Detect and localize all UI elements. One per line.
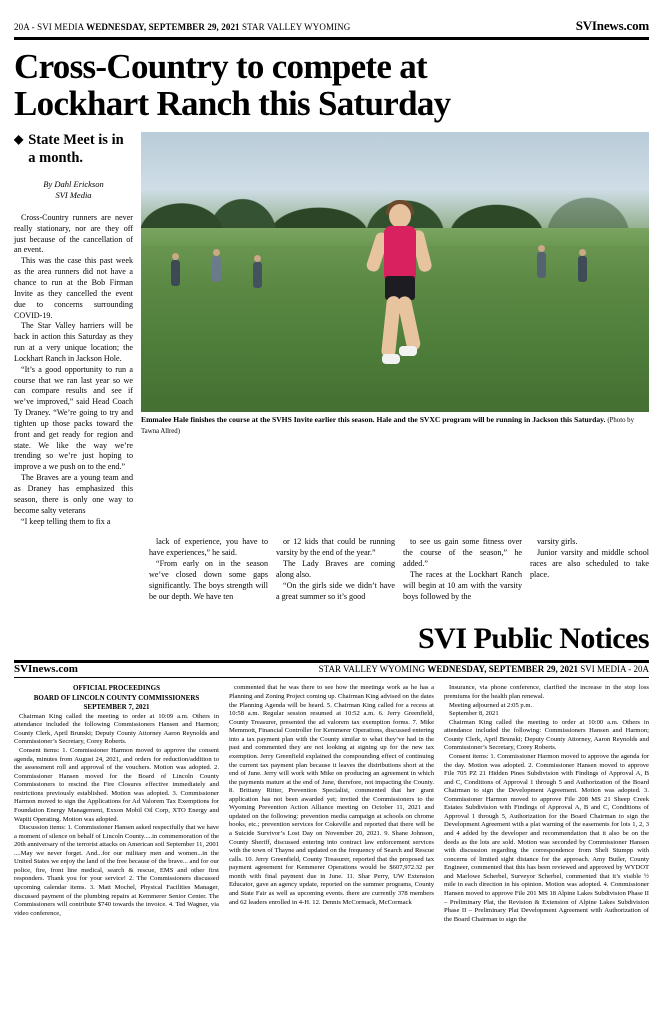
paragraph: commented that he was there to see how the meetings work as he has a Planning and Zoning Project coming up. Chairman King advised on the dates the Planning Agenda will be heard. 5. Chairman King called for a recess at 10:58 a.m. Regular session resumed at 10:52 a.m. 6. Jerry Greenfield, County Treasurer, presented the ad valorem tax exemption forms. 7. Mike Memmott, Financial Controller for Kemmerer Operations, discussed entering into a tax payment plan with the County similar to what they’ve had in the past and commented they are not looking at signing up for the new tax exemption. Jerry Greenfield explained the compounding effect of continuing the current tax payment plan because it leaves the distributions short at the end of June. Jerry will work with Mike on producing an agreement in which the payments mature at the end of June, therefore, not impacting the County. 8. Brittany Ritter, Prevention Specialist, commented that her grant application has not been awarded yet; invited the Commissioners to the Wyoming Prevention Action Alliance meeting on October 11, 2021 and updated on the following: prevention media campaign at schools on chrome books, etc.; prevention services for Cokeville and reported that there will be a Suicide Survivor’s Lost Day on November 20, 2021. 9. Shane Johnson, County Sheriff, discussed entering into contract law enforcement services with the town of Thayne and updated on the frequency of Search and Rescue calls. 10. Jerry Greenfield, County Treasurer, reported that the proposed tax payment agreement for Kemmerer Operations would be $607,972.32 per month with final payment due in June. 11. Shar Perry, UW Extension Educator, gave an agency update, reported on the summer programs, County and State Fair as well as upcoming events. there are currently 378 members and 62 leaders enrolled in 4-H. 12. Dennis McCormack, McCormack [229, 684, 434, 906]
page-folio: 20A - SVI MEDIA [14, 22, 84, 32]
headline-line-1: Cross-Country to compete at [14, 47, 428, 86]
paragraph: Meeting adjourned at 2:05 p.m. [449, 701, 533, 709]
byline-author: By Dahl Erickson [43, 178, 104, 189]
public-notices-title: SVI Public Notices [418, 622, 649, 656]
masthead-divider [14, 37, 649, 40]
paragraph: to see us gain some fitness over the course of the season,” he added.” [403, 537, 522, 569]
paragraph: The Braves are a young team and as Draney has emphasized this season, there is only one way to become salty veterans [14, 473, 133, 515]
paragraph: varsity girls. [537, 537, 578, 547]
story-upper [14, 132, 649, 527]
photo-credit: (Photo by Tawna Allred) [141, 417, 634, 436]
background-runner [537, 252, 546, 278]
story-column-5 [530, 537, 649, 602]
byline-outlet: SVI Media [55, 190, 92, 201]
story-column-1 [14, 132, 141, 527]
paragraph: Consent items: 1. Commissioner Harmon moved to approve the consent agenda, minutes from August 24, 2021, and orders for reduction/addition to the assessment roll and approval of the vouchers. Motion was adopted. 2. Commissioner Hansen moved for the Board of Lincoln County Commissioners to rescind the Fire Closures effective immediately and restrictions previously established. Motion was adopted. 3. Commissioner Harmon moved to sign the Applications for Ad Valorem Tax Exemptions for Foundation Energy Management, Exxon Mobil Oil Corp, XTO Energy and Wapiti Operating. Motion was adopted. [14, 747, 219, 823]
paragraph: This was the case this past week as the area runners did not have a chance to run at the Bob Firman Invite as they cancelled the event due to concerns surrounding COVID-19. [14, 256, 133, 320]
paragraph: or 12 kids that could be running varsity by the end of the year.” [276, 537, 395, 558]
story-deck [14, 132, 133, 167]
paragraph: September 8, 2021 [449, 710, 499, 718]
story-column-4 [403, 537, 522, 602]
runner-leg-right [396, 295, 421, 352]
folio-location: STAR VALLEY WYOMING [318, 664, 426, 675]
folio-date: WEDNESDAY, SEPTEMBER 29, 2021 [427, 664, 578, 675]
background-runner [212, 256, 221, 282]
notice-column-2 [229, 684, 434, 924]
runner-head [389, 204, 411, 228]
story-column-2 [149, 537, 268, 602]
notice-heading-line-1: OFFICIAL PROCEEDINGS [73, 684, 160, 693]
public-notices-folio [14, 663, 649, 675]
notice-heading-line-2: BOARD OF LINCOLN COUNTY COMMISSIONERS [33, 693, 200, 702]
paragraph: The Star Valley harriers will be back in action this Saturday as they run at a very unique location; the Lockhart Ranch in Jackson Hole. [14, 321, 133, 363]
masthead-left [14, 22, 350, 32]
runner-jersey [384, 226, 416, 280]
story-body-1 [14, 213, 133, 527]
issue-date: WEDNESDAY, SEPTEMBER 29, 2021 [86, 22, 240, 32]
paragraph: Consent items: 1. Commissioner Harmon moved to approve the agenda for the day. Motion was adopted. 2. Commissioner Hansen moved to approve File 705 PZ 21 Hidden Pines Subdivision with Findings of Approval A, B and C, Conditions of Approval 1 through 5 and Authorization of the Board Chairman to sign the Development Agreement. Motion was adopted. 3. Commissioner Harmon moved to approve File 208 MS 21 Sheep Creek Estates Subdivision with Findings of Approval A, B and C, Conditions of Approval 1 through 5, Authorization for the Board Chairman to sign the Development Agreement with a plat warning of the easements for lots 1, 2, 3 and 4 added by the developer and recommendation that it also be on the deeds as the lots are sold. Motion was seconded by Commissioner Hansen with discussion regarding the correspondence from Sheli Stumpp with concerns of limited sight distance for the approach. Amy Butler, County Engineer, commented that this has been reviewed and approved by WYDOT and Marlowe Scherbel, Surveyor Scherbel, commented that it’s visible ½ mile in each direction in his opinion. Motion was adopted. 4. Commissioner Hansen moved to approve File 201 MS 18 Alpine Lakes Subdivision Phase II – Preliminary Plat, the Revision & Extension of Alpine Lakes Subdivision Phase II – Preliminary Plat Development Agreement with Authorization of the Board Chairman to sign the [444, 752, 649, 923]
paragraph: Junior varsity and middle school races are also scheduled to take place. [530, 548, 649, 579]
background-runner [253, 262, 262, 288]
paragraph: Cross-Country runners are never really stationary, nor are they off just because of the cancellation of an event. [14, 212, 133, 255]
runner-shoe-right [399, 346, 417, 356]
notice-column-3 [444, 684, 649, 924]
headline-line-2: Lockhart Ranch this Saturday [14, 84, 451, 124]
masthead [0, 0, 663, 37]
cross-country-runner-photo [141, 132, 649, 412]
story-lower [14, 537, 649, 602]
paragraph: Discussion items: 1. Commissioner Hansen asked respectfully that we have a moment of silence on behalf of Lincoln County.....in commemoration of the 20th anniversary of the terrorist attacks on American soil September 11, 2001 ....May we never forget. And...for our military men and women...in the United States we enjoy the land of the free because of the brave... and for our police, fire, front line medical, search & rescue, EMS and other first responders. Thank you for your service! 2. The Commissioners discussed upcoming calendar items. 3. Matt Mochel, Physical Facilities Manager, discussed payment of the plumbing repairs at Kemmerer Senior Center. The Commissioners will contribute $740 towards the invoice. 4. Ted Wagner, via video conference, [14, 824, 219, 917]
website-link[interactable]: SVInews.com [575, 18, 649, 33]
photo-caption [141, 415, 649, 437]
byline [14, 179, 133, 202]
story-column-3 [276, 537, 395, 602]
background-runner [171, 260, 180, 286]
page-title [14, 48, 649, 122]
website-link-footer[interactable]: SVInews.com [14, 663, 78, 676]
public-notices-hairline [14, 677, 649, 678]
paragraph: “It’s a good opportunity to run a course that we ran last year so we can compare results and see if we’ve improved,” said Head Coach Ty Draney. “We’re going to try and tighten up those packs toward the front and get ready for region and state. We like the way we’re trending so we’re just hoping to improve a we push on to the end.” [14, 364, 133, 472]
folio-tail: SVI MEDIA - 20A [580, 664, 649, 675]
story-photo-block [141, 132, 649, 527]
paragraph: “On the girls side we didn’t have a great summer so it’s good [276, 580, 395, 601]
paragraph: Chairman King called the meeting to order at 10:09 a.m. Others in attendance included the following Commissioners Hansen and Harmon; County Clerk, April Brunski; Deputy County Attorney Aaron Reynolds and Commissioner’s Secretary, Corey Roberts. [14, 712, 219, 746]
background-runner [578, 256, 587, 282]
public-notices-body [14, 684, 649, 924]
notice-heading-line-3: SEPTEMBER 7, 2021 [83, 703, 150, 712]
deck-text: State Meet is in a month. [28, 132, 124, 166]
foreground-runner [365, 204, 439, 404]
paragraph: The races at the Lockhart Ranch will begin at 10 am with the varsity boys followed by the [403, 569, 522, 601]
paragraph: The Lady Braves are coming along also. [276, 559, 395, 579]
paragraph: “I keep telling them to fix a [21, 516, 111, 526]
issue-location: STAR VALLEY WYOMING [242, 22, 351, 32]
photo-caption-text: Emmalee Hale finishes the course at the SVHS Invite earlier this season. Hale and the SVXC program will be running in Jackson this Saturday. [141, 415, 606, 425]
diamond-icon: ◆ [14, 132, 24, 147]
paragraph: Insurance, via phone conference, clarified the increase in the stop loss premiums for the health plan renewal. [444, 684, 649, 700]
paragraph: lack of experience, you have to have experiences,” he said. [149, 537, 268, 558]
notice-column-1 [14, 684, 219, 924]
public-notices-folio-right [319, 664, 649, 674]
paragraph: Chairman King called the meeting to order at 10:00 a.m. Others in attendance included the following: Commissioners Hansen and Harmon; County Clerk, April Brunski; Deputy County Attorney, Aaron Reynolds and Commissioner’s Secretary, Corey Roberts. [444, 718, 649, 752]
paragraph: “From early on in the season we’ve closed down some gaps significantly. The boys strength will be our depth. We have ten [149, 559, 268, 601]
runner-shoe-left [382, 354, 400, 364]
story-column-jump-1 [14, 537, 141, 602]
